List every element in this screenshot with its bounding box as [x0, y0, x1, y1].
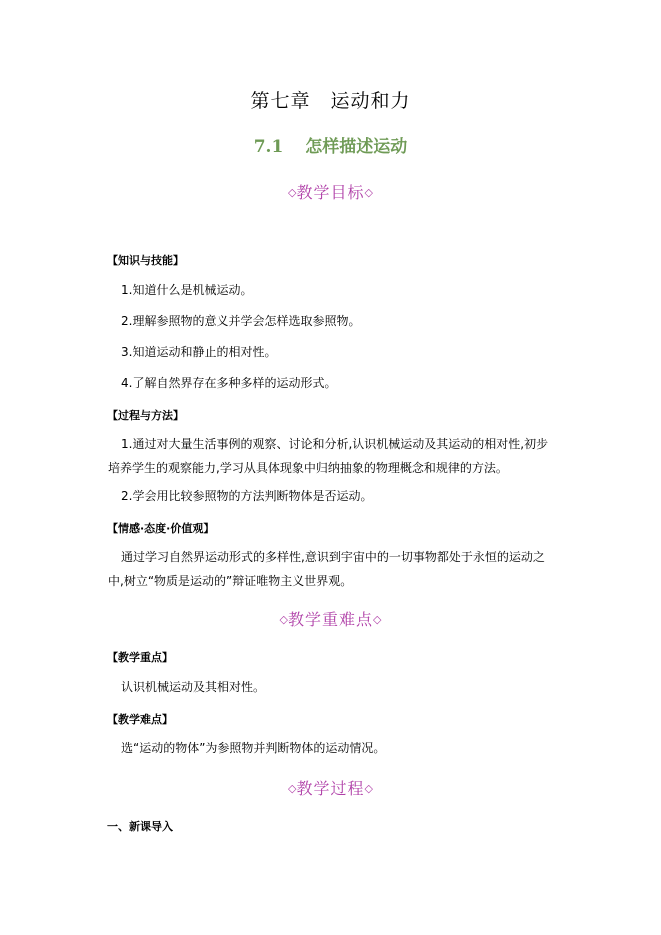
- knowledge-heading: 【知识与技能】: [107, 254, 184, 267]
- emotion-heading: 【情感·态度·价值观】: [107, 522, 215, 535]
- diamond-icon: ◇: [288, 782, 297, 795]
- banner-process: [0, 776, 661, 799]
- chapter-title: 第七章 运动和力: [250, 90, 411, 112]
- diamond-icon: ◇: [364, 186, 373, 199]
- section-name: 怎样描述运动: [305, 137, 408, 157]
- process-method-heading: 【过程与方法】: [107, 409, 184, 422]
- knowledge-item: 1.知道什么是机械运动。: [121, 283, 253, 297]
- diamond-icon: ◇: [364, 782, 373, 795]
- section-number: 7.1: [253, 137, 284, 157]
- knowledge-item: 2.理解参照物的意义并学会怎样选取参照物。: [121, 314, 361, 328]
- banner-process-label: 教学过程: [296, 779, 365, 798]
- key-point-heading: 【教学重点】: [107, 651, 173, 664]
- process-method-item: 2.学会用比较参照物的方法判断物体是否运动。: [121, 489, 373, 503]
- intro-heading: 一、新课导入: [107, 820, 173, 833]
- diamond-icon: ◇: [373, 613, 382, 626]
- knowledge-item: 3.知道运动和静止的相对性。: [121, 345, 277, 359]
- diamond-icon: ◇: [288, 186, 297, 199]
- key-point-text: 认识机械运动及其相对性。: [121, 680, 266, 694]
- section-title: [0, 132, 661, 157]
- process-method-item: 1.通过对大量生活事例的观察、讨论和分析,认识机械运动及其运动的相对性,初步培养学生的观察能力,学习从具体现象中归纳抽象的物理概念和规律的方法。: [108, 437, 549, 475]
- difficulty-heading: 【教学难点】: [107, 713, 173, 726]
- banner-objectives: [0, 180, 661, 203]
- emotion-text: 通过学习自然界运动形式的多样性,意识到宇宙中的一切事物都处于永恒的运动之中,树立“物质是运动的”辩证唯物主义世界观。: [108, 550, 545, 588]
- knowledge-item: 4.了解自然界存在多种多样的运动形式。: [121, 376, 337, 390]
- banner-objectives-label: 教学目标: [296, 183, 365, 202]
- difficulty-text: 选“运动的物体”为参照物并判断物体的运动情况。: [121, 741, 386, 755]
- banner-key-points: [0, 607, 661, 630]
- diamond-icon: ◇: [279, 613, 288, 626]
- banner-key-points-label: 教学重难点: [287, 610, 373, 629]
